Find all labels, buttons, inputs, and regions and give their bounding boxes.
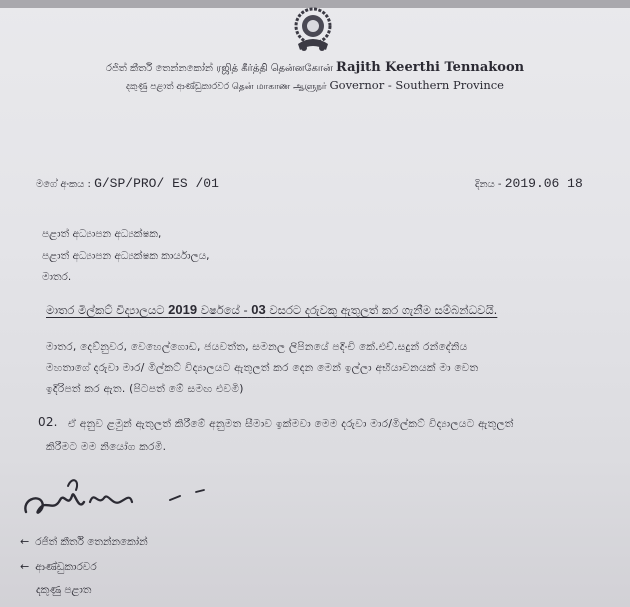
letterhead-title-english: Governor - Southern Province xyxy=(329,78,504,92)
reference-label: මගේ අංකය : xyxy=(36,179,91,190)
arrow-mark-icon: ← xyxy=(20,560,30,573)
letter-date xyxy=(475,176,583,191)
letterhead-name-english: Rajith Keerthi Tennakoon xyxy=(336,60,525,75)
handwritten-signature xyxy=(20,472,220,532)
subject-year: 2019 xyxy=(168,302,198,317)
addressee-line: පළාත් අධ්‍යාපන අධ්‍යක්ෂක, xyxy=(42,228,162,240)
body-line: මාතර, දෙව්නුවර, වෙහෙල්ගොඩ, ජයවත්ත, සමනල ලිපිනයේ පදිංචි කේ.එච්.සදුන් රන්දේනිය xyxy=(46,340,468,353)
letterhead-name xyxy=(0,60,630,75)
signatory-province: දකුණු පළාත xyxy=(36,584,92,596)
arrow-mark-icon: ← xyxy=(20,535,30,548)
date-value: 2019.06 18 xyxy=(504,176,583,191)
letterhead-title xyxy=(0,78,630,93)
letterhead-title-local: දකුණු පළාත් ආණ්ඩුකාරවර தென் மாகாண ஆளுநர் xyxy=(126,82,327,92)
government-emblem-icon xyxy=(288,4,338,54)
subject-grade: 03 xyxy=(251,302,266,317)
date-label: දිනය - xyxy=(475,179,502,190)
letterhead-name-local: රජිත් කීර්ති තෙන්නකෝන් ரஜித் கீர்த்தி தென்னகோன் xyxy=(105,63,333,74)
reference-value: G/SP/PRO/ ES /01 xyxy=(94,176,219,191)
body-line: ඒ අනුව ළමුන් ඇතුලත් කිරීමේ අනුමත සීමාව ඉක්මවා මෙම දරුවා මාර/මිල්කට් විද්‍යාලයට ඇතුලත් xyxy=(68,417,514,430)
paragraph-number xyxy=(38,415,58,429)
signatory-title-text: ආණ්ඩුකාරවර xyxy=(35,561,97,573)
body-line: මහතාගේ දරුවා මාර/ මිල්කට් විද්‍යාලයට ඇතුලත් කර දෙන මෙන් ඉල්ලා අභියාචනයක් මා වෙත xyxy=(46,361,479,374)
signatory-title xyxy=(20,560,97,574)
body-line: කිරීමට මම නියෝග කරමි. xyxy=(46,440,167,453)
body-line: ඉදිරිපත් කර ඇත. (පිටපත් මේ සමඟ එවමි) xyxy=(46,382,244,395)
subject-prefix: මාතර මිල්කට් විද්‍යාලයට xyxy=(46,303,165,317)
signatory-name xyxy=(20,535,148,549)
subject-suffix: වසරට දරුවකු ඇතුලත් කර ගැනීම සම්බන්ධවයි. xyxy=(269,303,498,317)
paragraph-number-text: 02. xyxy=(38,415,58,429)
addressee-line: මාතර. xyxy=(42,271,72,283)
letter-subject xyxy=(46,302,497,318)
reference-number xyxy=(36,176,219,191)
subject-middle: වර්ෂයේ - xyxy=(200,303,248,317)
signatory-name-text: රජිත් කීර්ති තෙන්නකෝන් xyxy=(35,536,148,548)
addressee-line: පළාත් අධ්‍යාපන අධ්‍යක්ෂක කාර්යාලය, xyxy=(42,250,210,262)
